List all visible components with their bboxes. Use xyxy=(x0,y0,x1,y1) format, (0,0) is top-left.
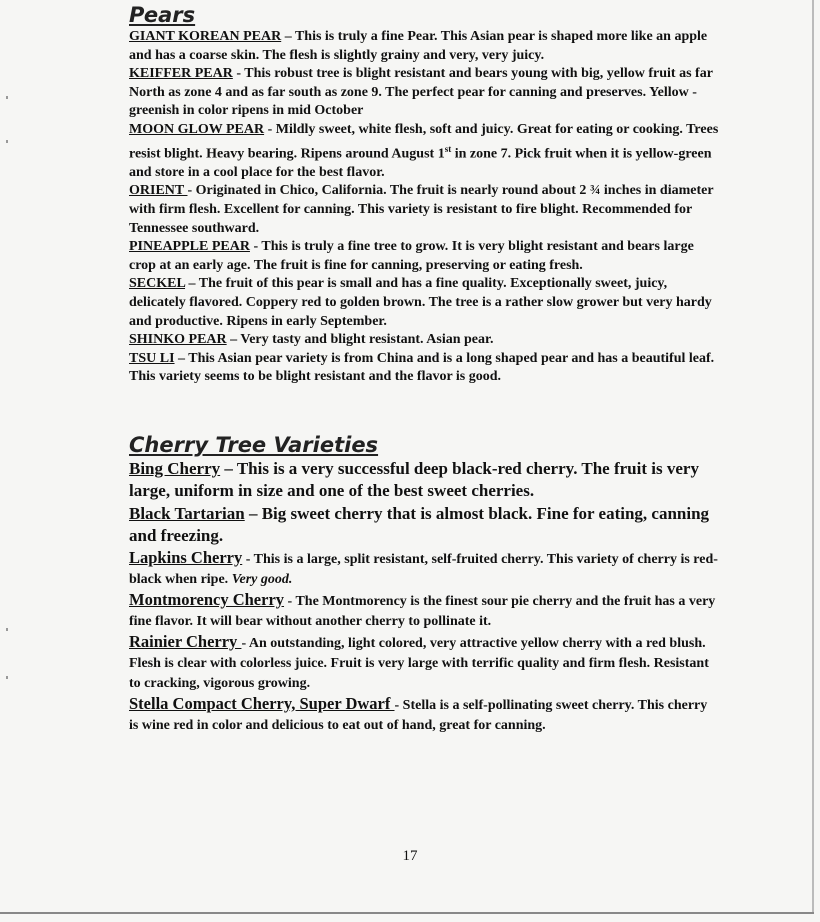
cherry-name: Bing Cherry xyxy=(129,458,221,478)
pear-entry-keiffer xyxy=(129,65,719,121)
cherry-entry-stella xyxy=(129,694,719,736)
pear-description: - This robust tree is blight resistant and bears young with big, yellow fruit as far North as zone 4 and as far south as zone 9. The perfect pear for canning and preserves. Yellow - greenish in color ripens in mid October xyxy=(129,66,713,119)
pear-name: GIANT KOREAN PEAR xyxy=(129,29,282,44)
pear-entry-shinko xyxy=(129,331,719,350)
cherry-description: - The Montmorency is the finest sour pie cherry and the fruit has a very fine flavor. It will bear without another cherry to pollinate it. xyxy=(129,593,716,629)
cherry-description: - Stella is a self-pollinating sweet cherry. This cherry is wine red in color and delicious to eat out of hand, great for canning. xyxy=(129,697,708,733)
cherry-entry-rainier xyxy=(129,632,719,694)
cherry-description: - An outstanding, light colored, very attractive yellow cherry with a red blush. Flesh is clear with colorless juice. Fruit is very large with terrific quality and firm flesh. Resistant to cracking, vigorous growing. xyxy=(129,635,709,691)
cherry-note: Very good. xyxy=(231,571,293,587)
pear-name: SHINKO PEAR xyxy=(129,332,227,348)
pear-entry-orient xyxy=(129,182,719,238)
page-number: 17 xyxy=(402,848,418,864)
pear-description: – This Asian pear variety is from China and is a long shaped pear and has a beautiful leaf. This variety seems to be blight resistant and the flavor is good. xyxy=(129,350,715,385)
pears-heading: Pears xyxy=(129,3,196,27)
pear-name: SECKEL xyxy=(129,276,186,292)
cherry-heading: Cherry Tree Varieties xyxy=(129,432,379,457)
pear-entry-pineapple xyxy=(129,238,719,275)
pear-name: TSU LI xyxy=(129,350,175,366)
pear-description: - Originated in Chico, California. The fruit is nearly round about 2 ¾ inches in diameter with firm flesh. Excellent for canning. This variety is resistant to fire blight. Recommended for Tennessee southward. xyxy=(129,183,714,236)
page-content xyxy=(129,0,719,736)
ordinal-suffix: st xyxy=(444,143,452,154)
cherry-name: Rainier Cherry xyxy=(129,631,242,651)
cherry-description: - This is a large, split resistant, self-fruited cherry. This variety of cherry is red-black when ripe. xyxy=(129,551,718,587)
page-edge-right xyxy=(812,0,814,912)
cherry-description: – This is a very successful deep black-red cherry. The fruit is very large, uniform in size and one of the best sweet cherries. xyxy=(129,458,699,501)
cherry-section xyxy=(129,458,719,736)
cherry-entry-black-tartarian xyxy=(129,503,719,548)
pear-entry-moon-glow xyxy=(129,121,719,182)
pear-description: – Very tasty and blight resistant. Asian pear. xyxy=(226,332,494,348)
cherry-description: – Big sweet cherry that is almost black. Fine for eating, canning and freezing. xyxy=(129,503,710,546)
page-edge-bottom xyxy=(0,912,814,914)
scan-speck xyxy=(6,676,8,679)
pear-name: PINEAPPLE PEAR xyxy=(129,239,250,255)
cherry-entry-bing xyxy=(129,458,719,503)
pear-name: ORIENT xyxy=(129,183,188,199)
pear-description: - This is truly a fine tree to grow. It is very blight resistant and bears large crop at an early age. The fruit is fine for canning, preserving or eating fresh. xyxy=(129,239,694,273)
pear-description: - Mildly sweet, white flesh, soft and juicy. Great for eating or cooking. Trees resist blight. Heavy bearing. Ripens around August 1 xyxy=(129,121,719,162)
pear-description: – The fruit of this pear is small and has a fine quality. Exceptionally sweet, juicy, delicately flavored. Coppery red to golden brown. The tree is a rather slow grower but very hardy and productive. Ripens in early September. xyxy=(129,276,712,329)
cherry-name: Black Tartarian xyxy=(129,503,245,523)
cherry-entry-lapkins xyxy=(129,548,719,590)
cherry-name: Montmorency Cherry xyxy=(129,589,285,609)
cherry-name: Lapkins Cherry xyxy=(129,547,243,567)
scan-speck xyxy=(6,96,8,99)
cherry-name: Stella Compact Cherry, Super Dwarf xyxy=(129,693,395,713)
cherry-entry-montmorency xyxy=(129,590,719,632)
scan-speck xyxy=(6,140,8,143)
pear-name: KEIFFER PEAR xyxy=(129,66,233,82)
pear-entry-giant-korean xyxy=(129,28,719,65)
pear-name: MOON GLOW PEAR xyxy=(129,121,265,137)
pear-entry-seckel xyxy=(129,275,719,331)
pears-section xyxy=(129,28,719,387)
pear-description-cont: in zone 7. Pick fruit when it is yellow-green and store in a cool place for the best flavor. xyxy=(129,146,712,180)
pear-description: – This is truly a fine Pear. This Asian pear is shaped more like an apple and has a coarse skin. The flesh is slightly grainy and very, very juicy. xyxy=(129,29,708,63)
scan-speck xyxy=(6,628,8,631)
pear-entry-tsu-li xyxy=(129,350,719,387)
